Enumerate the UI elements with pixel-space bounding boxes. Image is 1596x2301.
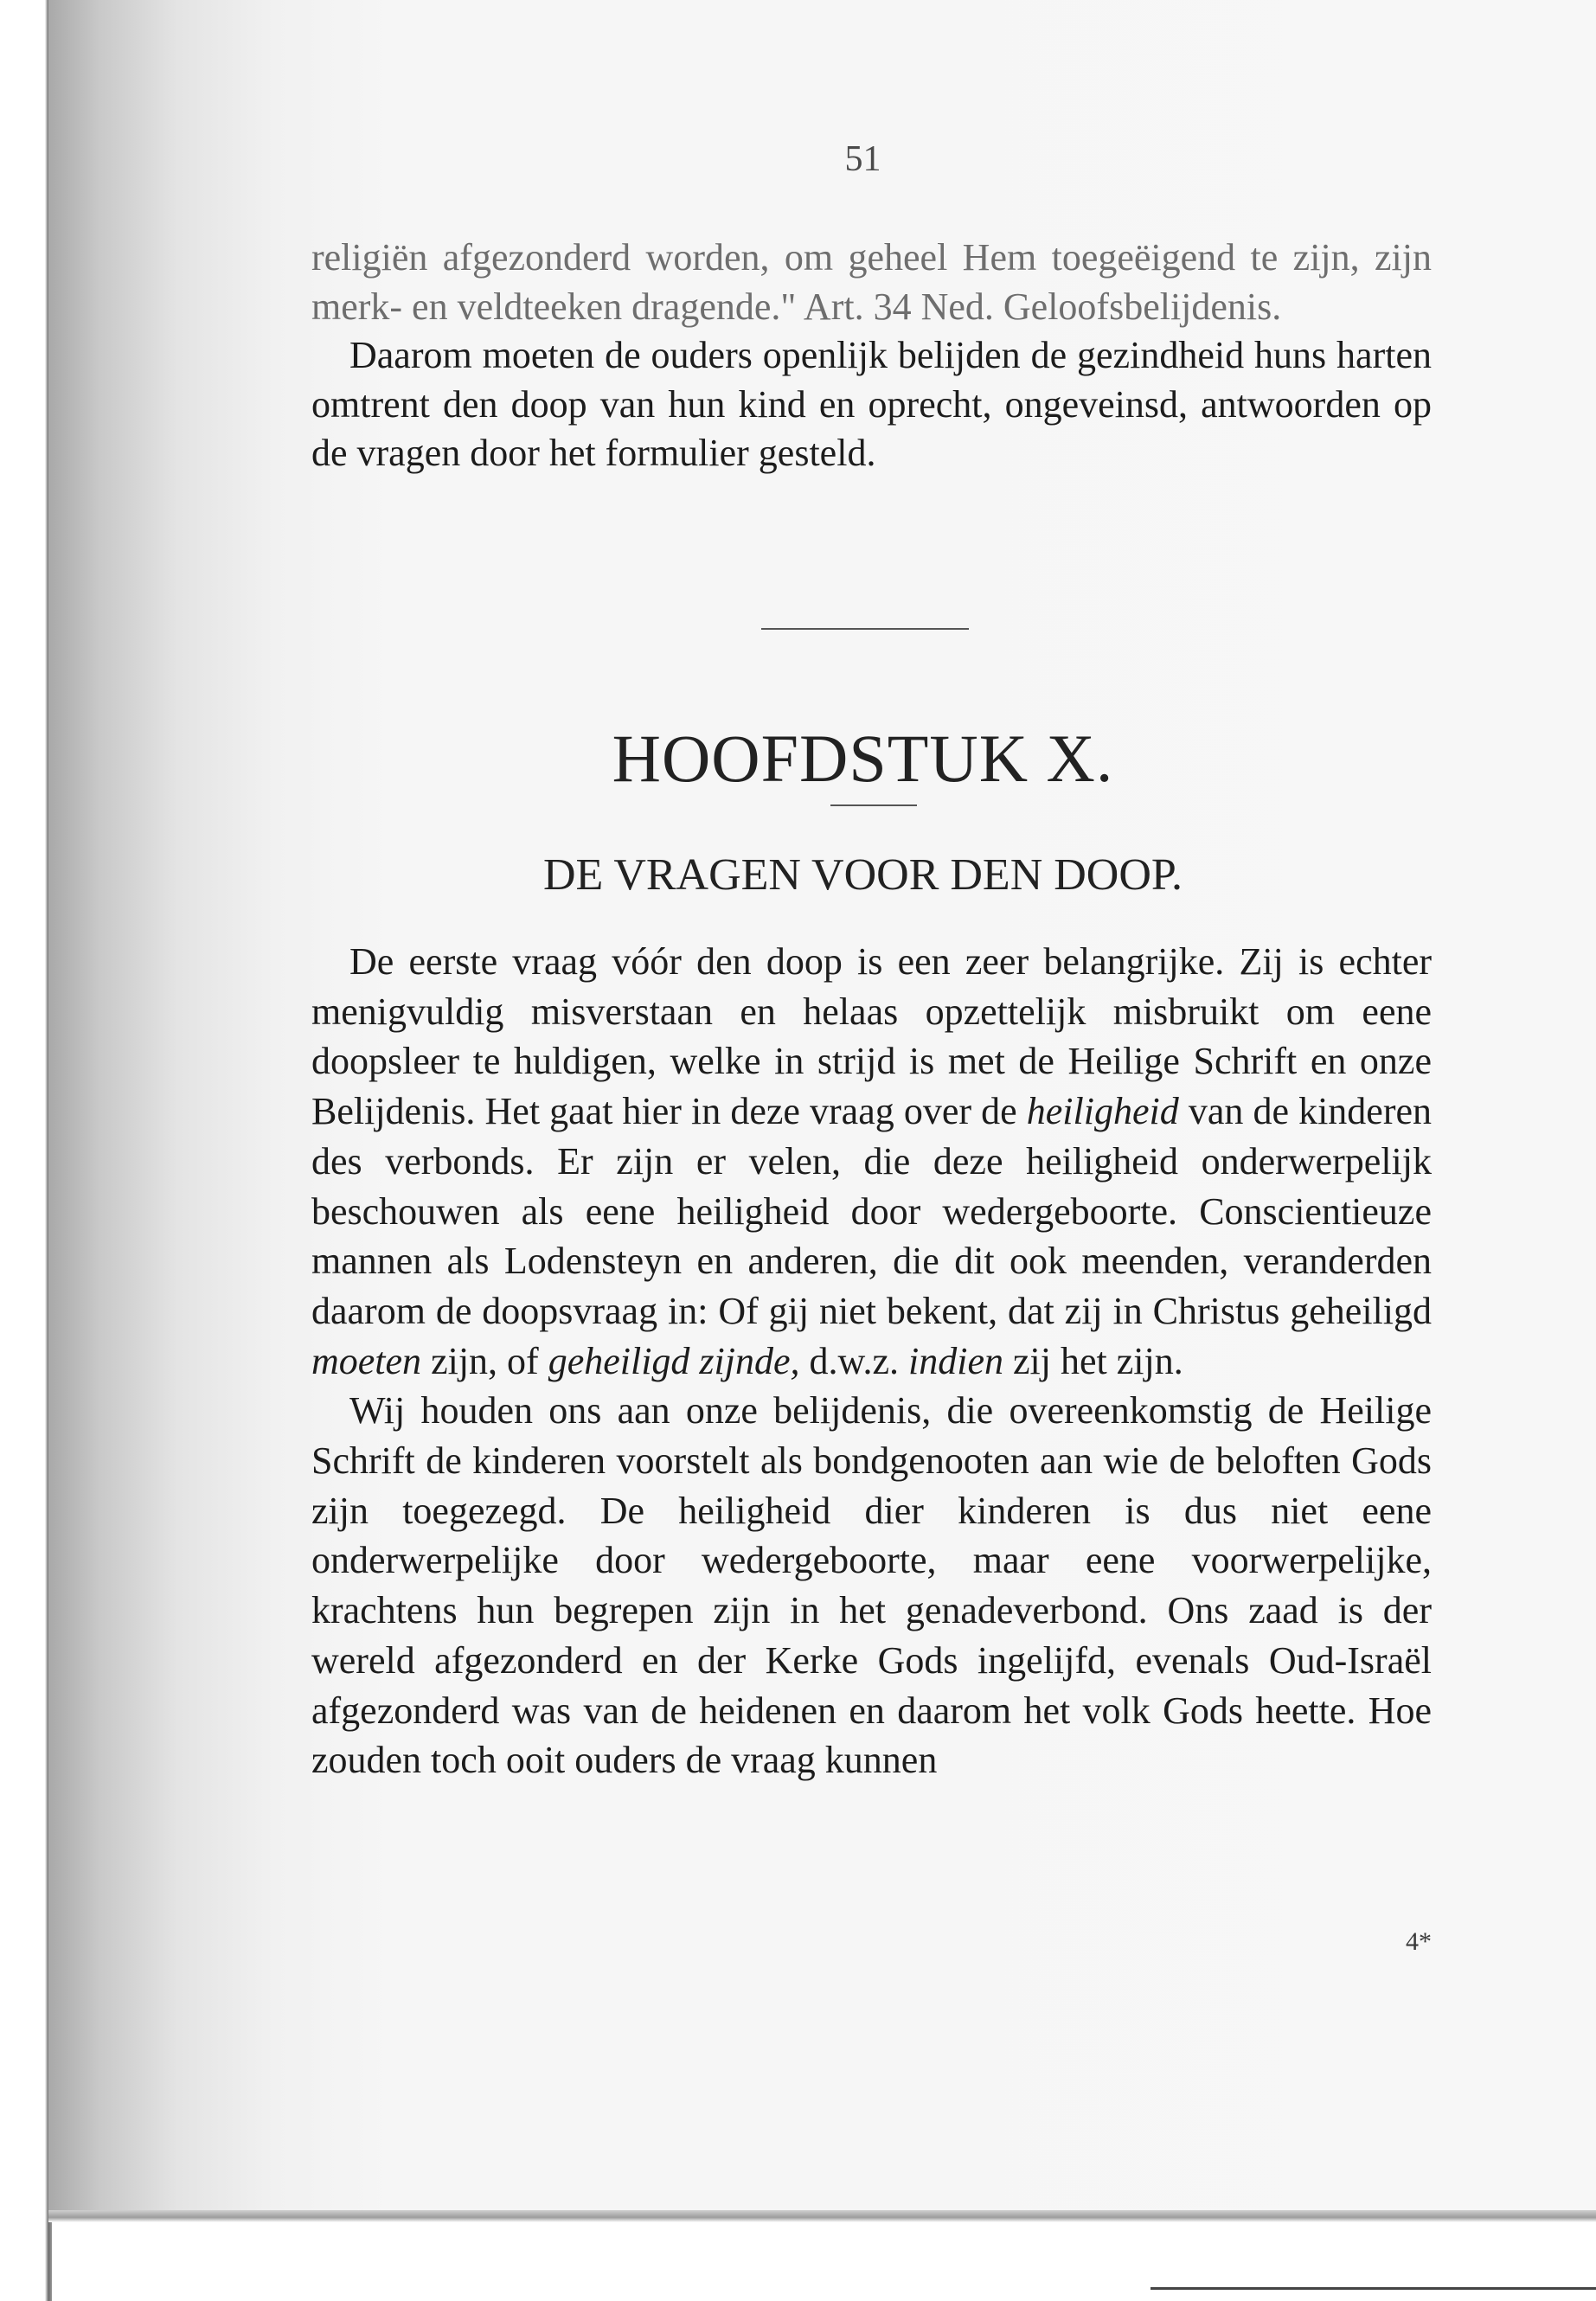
- text-run: van de kinderen des verbonds. Er zijn er velen, die deze heiligheid onderwerpelijk beschouwen als eene heiligheid door wedergeboorte. Conscientieuze mannen als Lodensteyn en anderen, die dit ook meenden, veranderden daarom de doopsvraag in: Of gij niet bekent, dat zij in Christus geheiligd: [311, 1090, 1432, 1332]
- paragraph-eerste-vraag: [311, 937, 1432, 1386]
- paragraph-ouders: Daarom moeten de ouders openlijk belijden de gezindheid huns harten omtrent den doop van hun kind en oprecht, ongeveinsd, antwoorden op de vragen door het formulier gesteld.: [311, 334, 1432, 474]
- section-divider: [761, 628, 969, 630]
- chapter-heading: HOOFDSTUK X.: [612, 721, 1114, 796]
- emphasis-geheiligd-zijnde: geheiligd zijnde,: [548, 1339, 800, 1382]
- continuation-text: [311, 234, 1432, 478]
- text-run: d.w.z.: [799, 1339, 908, 1382]
- scan-shadow: [0, 0, 52, 2301]
- chapter-body: [311, 937, 1432, 1785]
- text-run: De eerste vraag vóór den doop is een zeer belangrijke. Zij is echter menigvuldig misverstaan en helaas opzettelijk misbruikt om eene doopsleer te huldigen, welke in strijd is met de Heilige Schrift en onze Belijdenis. Het gaat hier in deze vraag over de: [311, 940, 1432, 1133]
- scan-edge-line: [1151, 2287, 1596, 2290]
- emphasis-indien: indien: [908, 1339, 1003, 1382]
- paragraph-belijdenis: Wij houden ons aan onze belijdenis, die overeenkomstig de Heilige Schrift de kinderen voorstelt als bondgenooten aan wie de beloften Gods zijn toegezegd. De heiligheid dier kinderen is dus niet eene onderwerpelijke door wedergeboorte, maar eene voorwerpelijke, krachtens hun begrepen zijn in het genadeverbond. Ons zaad is der wereld afgezonderd en der Kerke Gods ingelijfd, evenals Oud-Israël afgezonderd was van de heidenen en daarom het volk Gods heette. Hoe zouden toch ooit ouders de vraag kunnen: [311, 1389, 1432, 1782]
- signature-mark: 4*: [1406, 1927, 1432, 1956]
- paragraph-continued: religiën afgezonderd worden, om geheel Hem toegeëigend te zijn, zijn merk- en veldteeken dragende." Art. 34 Ned. Geloofsbelijdenis.: [311, 236, 1432, 328]
- page-number: 51: [844, 139, 881, 179]
- text-run: zijn, of: [421, 1339, 548, 1382]
- text-run: zij het zijn.: [1003, 1339, 1183, 1382]
- page-edge: [48, 2210, 1596, 2222]
- emphasis-heiligheid: heiligheid: [1026, 1090, 1179, 1133]
- emphasis-moeten: moeten: [311, 1339, 422, 1382]
- heading-divider: [830, 804, 917, 806]
- chapter-title: DE VRAGEN VOOR DEN DOOP.: [542, 850, 1183, 900]
